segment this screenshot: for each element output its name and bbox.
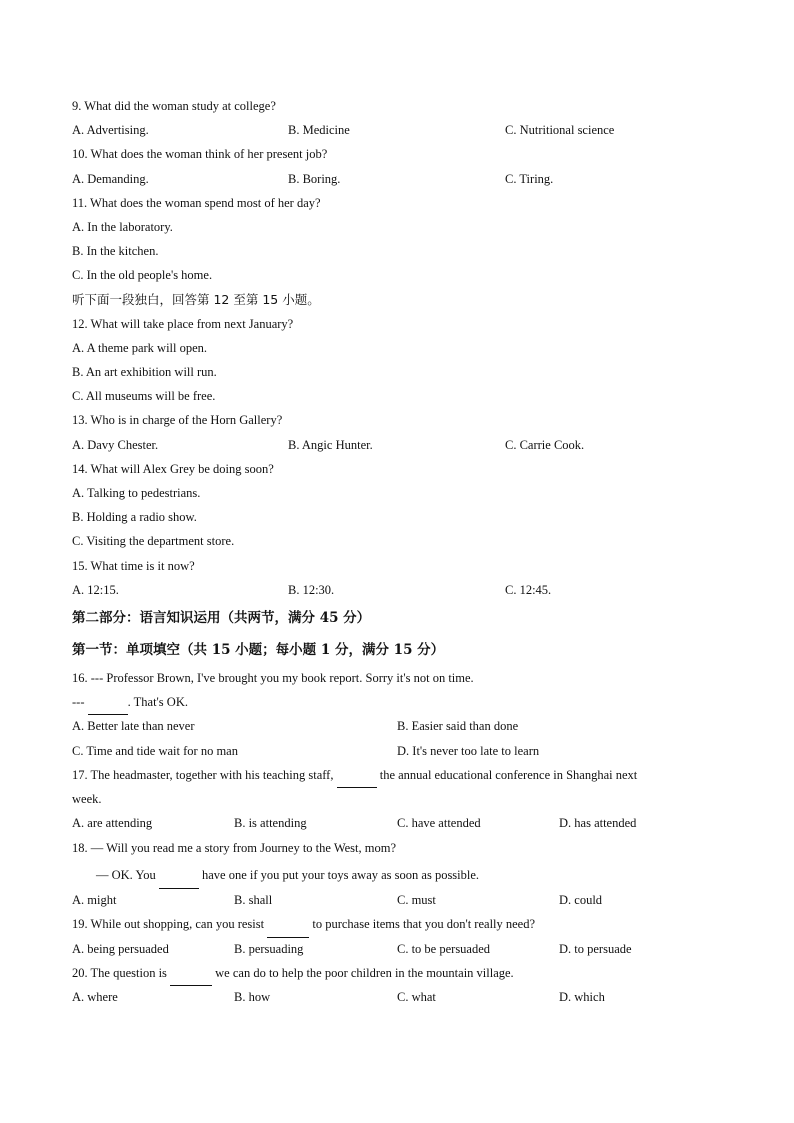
- option-a: A. A theme park will open.: [72, 340, 208, 355]
- option-a: A. Demanding.: [72, 171, 149, 186]
- answer-blank: [267, 912, 309, 937]
- option-d: D. which: [559, 990, 605, 1004]
- question-11-stem: 11. What does the woman spend most of her day?: [72, 195, 321, 210]
- question-9-stem: 9. What did the woman study at college?: [72, 99, 276, 113]
- stem-after: to purchase items that you don't really need?: [312, 917, 536, 932]
- stem-before: 19. While out shopping, can you resist: [72, 917, 265, 932]
- option-c: C. Carrie Cook.: [505, 437, 585, 452]
- answer-blank: [337, 763, 377, 788]
- option-d: D. could: [559, 893, 603, 908]
- option-b: B. Boring.: [288, 171, 341, 186]
- answer-blank: [170, 961, 212, 986]
- option-b: B. is attending: [234, 816, 307, 831]
- question-12-stem: 12. What will take place from next January?: [72, 316, 294, 331]
- option-d: D. has attended: [559, 816, 637, 831]
- option-c: C. what: [397, 990, 436, 1004]
- question-18-options: [72, 888, 722, 912]
- option-c: C. In the old people's home.: [72, 268, 213, 283]
- question-14-stem: 14. What will Alex Grey be doing soon?: [72, 461, 274, 476]
- question-15-stem: 15. What time is it now?: [72, 558, 195, 573]
- option-a: A. Talking to pedestrians.: [72, 486, 201, 500]
- question-20-options: [72, 985, 722, 1009]
- option-b: B. Angic Hunter.: [288, 437, 373, 452]
- question-16-line-2: [72, 690, 722, 714]
- option-b: B. 12:30.: [288, 582, 335, 597]
- option-c: C. Tiring.: [505, 171, 554, 186]
- option-b: B. how: [234, 990, 271, 1004]
- option-c: C. Time and tide wait for no man: [72, 743, 238, 758]
- option-a: A. In the laboratory.: [72, 219, 173, 234]
- question-20-stem: [72, 961, 722, 985]
- question-17-stem-cont: week.: [72, 791, 102, 806]
- stem-before: 20. The question is: [72, 965, 167, 980]
- answer-blank: [159, 862, 199, 890]
- option-c: C. have attended: [397, 816, 481, 831]
- dialog-dash: ---: [72, 695, 85, 710]
- stem-after: the annual educational conference in Shanghai next: [379, 767, 638, 782]
- option-a: A. are attending: [72, 816, 153, 831]
- option-a: A. where: [72, 990, 118, 1004]
- option-c: C. Nutritional science: [505, 123, 615, 138]
- question-19-stem: [72, 912, 722, 936]
- question-13-options: [72, 433, 722, 457]
- question-16-options-row-2: [72, 739, 722, 763]
- question-13-stem: 13. Who is in charge of the Horn Gallery?: [72, 413, 283, 428]
- option-d: D. It's never too late to learn: [397, 743, 540, 758]
- option-b: B. In the kitchen.: [72, 244, 159, 259]
- option-c: C. Visiting the department store.: [72, 534, 235, 549]
- option-c: C. to be persuaded: [397, 941, 491, 956]
- question-17-options: [72, 811, 722, 835]
- stem-after: we can do to help the poor children in the mountain village.: [215, 965, 514, 980]
- option-a: A. Better late than never: [72, 719, 195, 734]
- option-b: B. shall: [234, 893, 273, 908]
- option-b: B. An art exhibition will run.: [72, 365, 217, 380]
- option-b: B. persuading: [234, 941, 304, 956]
- question-17-stem: [72, 763, 722, 787]
- option-a: A. 12:15.: [72, 582, 119, 597]
- question-15-options: [72, 578, 722, 602]
- part-2-title: 第二部分：语言知识运用（共两节，满分 45 分）: [72, 609, 371, 626]
- option-b: B. Holding a radio show.: [72, 510, 197, 525]
- option-c: C. must: [397, 893, 436, 908]
- question-16-line-1: 16. --- Professor Brown, I've brought you my book report. Sorry it's not on time.: [72, 670, 474, 685]
- option-a: A. Davy Chester.: [72, 437, 159, 452]
- answer-blank: [88, 690, 128, 715]
- question-19-options: [72, 937, 722, 961]
- option-b: B. Medicine: [288, 123, 350, 138]
- stem-after: have one if you put your toys away as soon as possible.: [202, 867, 480, 882]
- option-c: C. 12:45.: [505, 582, 552, 597]
- option-a: A. being persuaded: [72, 941, 169, 956]
- monologue-instruction: 听下面一段独白，回答第 12 至第 15 小题。: [72, 291, 320, 307]
- section-1-title: 第一节：单项填空（共 15 小题；每小题 1 分，满分 15 分）: [72, 641, 445, 658]
- question-9-options: [72, 118, 722, 142]
- question-16-options-row-1: [72, 714, 722, 738]
- question-18-line-1: 18. — Will you read me a story from Journey to the West, mom?: [72, 841, 397, 856]
- option-d: D. to persuade: [559, 941, 632, 956]
- stem-before: 17. The headmaster, together with his teaching staff,: [72, 767, 334, 782]
- option-b: B. Easier said than done: [397, 719, 519, 734]
- exam-page: [72, 94, 722, 1009]
- option-c: C. All museums will be free.: [72, 389, 216, 404]
- dialog-reply: . That's OK.: [127, 695, 188, 710]
- question-10-stem: 10. What does the woman think of her present job?: [72, 147, 328, 162]
- option-a: A. Advertising.: [72, 123, 149, 138]
- stem-before: — OK. You: [96, 867, 156, 882]
- option-a: A. might: [72, 893, 117, 908]
- question-10-options: [72, 167, 722, 191]
- question-18-line-2: [72, 862, 722, 889]
